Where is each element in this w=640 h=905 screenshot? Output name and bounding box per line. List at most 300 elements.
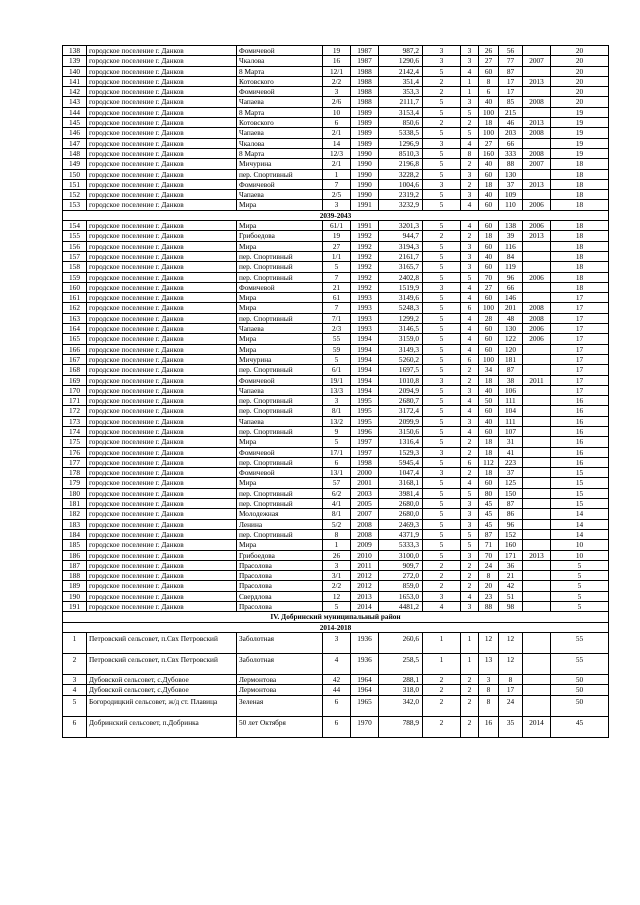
cell-floors: 5	[423, 190, 461, 200]
cell-residents: 66	[499, 282, 523, 292]
table-row	[63, 231, 609, 241]
cell-house-number: 12	[323, 591, 351, 601]
cell-row-number: 1	[63, 632, 87, 653]
cell-repair-year	[523, 468, 551, 478]
cell-row-number: 178	[63, 468, 87, 478]
cell-residents: 87	[499, 66, 523, 76]
cell-floors: 5	[423, 97, 461, 107]
cell-street: Фомичевой	[237, 179, 323, 189]
cell-year-built: 1993	[351, 303, 379, 313]
cell-entrances: 1	[461, 76, 479, 86]
cell-row-number: 163	[63, 313, 87, 323]
cell-row-number: 182	[63, 509, 87, 519]
cell-term: 17	[551, 324, 609, 334]
cell-total-area: 3153,4	[379, 107, 423, 117]
cell-settlement: городское поселение г. Данков	[87, 221, 237, 231]
table-row	[63, 200, 609, 210]
cell-total-area: 2402,8	[379, 272, 423, 282]
cell-floors: 2	[423, 674, 461, 684]
cell-row-number: 159	[63, 272, 87, 282]
cell-term: 18	[551, 169, 609, 179]
cell-apartments: 45	[479, 499, 499, 509]
cell-entrances: 2	[461, 716, 479, 737]
cell-total-area: 859,0	[379, 581, 423, 591]
cell-repair-year	[523, 344, 551, 354]
cell-residents: 88	[499, 159, 523, 169]
cell-year-built: 2008	[351, 519, 379, 529]
cell-street: Прасолова	[237, 571, 323, 581]
cell-residents: 333	[499, 148, 523, 158]
cell-total-area: 1010,8	[379, 375, 423, 385]
cell-residents: 12	[499, 632, 523, 653]
cell-settlement: Петровский сельсовет, п.Свх Петровский	[87, 653, 237, 674]
cell-repair-year	[523, 519, 551, 529]
cell-street: Чкалова	[237, 56, 323, 66]
cell-row-number: 139	[63, 56, 87, 66]
cell-street: Чапаева	[237, 324, 323, 334]
cell-row-number: 186	[63, 550, 87, 560]
cell-settlement: Богородицкий сельсовет, ж/д ст. Плавица	[87, 695, 237, 716]
cell-term: 17	[551, 354, 609, 364]
cell-repair-year	[523, 571, 551, 581]
cell-apartments: 71	[479, 540, 499, 550]
cell-entrances: 2	[461, 375, 479, 385]
cell-apartments: 28	[479, 313, 499, 323]
cell-house-number: 6/2	[323, 488, 351, 498]
cell-settlement: Дубовской сельсовет, с.Дубовое	[87, 685, 237, 695]
section-header-row	[63, 210, 609, 220]
cell-street: Мира	[237, 540, 323, 550]
cell-year-built: 1970	[351, 716, 379, 737]
cell-repair-year	[523, 437, 551, 447]
cell-house-number: 6	[323, 457, 351, 467]
cell-term: 20	[551, 97, 609, 107]
cell-total-area: 3149,6	[379, 293, 423, 303]
cell-residents: 17	[499, 76, 523, 86]
cell-term: 19	[551, 107, 609, 117]
cell-floors: 5	[423, 313, 461, 323]
cell-total-area: 353,3	[379, 87, 423, 97]
cell-apartments: 18	[479, 231, 499, 241]
cell-apartments: 13	[479, 653, 499, 674]
cell-residents: 110	[499, 200, 523, 210]
cell-apartments: 40	[479, 190, 499, 200]
cell-row-number: 156	[63, 241, 87, 251]
cell-settlement: городское поселение г. Данков	[87, 519, 237, 529]
cell-total-area: 351,4	[379, 76, 423, 86]
cell-street: пер. Спортивный	[237, 529, 323, 539]
cell-residents: 116	[499, 241, 523, 251]
cell-row-number: 148	[63, 148, 87, 158]
cell-floors: 5	[423, 426, 461, 436]
cell-term: 5	[551, 560, 609, 570]
cell-entrances: 5	[461, 540, 479, 550]
cell-row-number: 176	[63, 447, 87, 457]
cell-residents: 111	[499, 396, 523, 406]
cell-term: 5	[551, 571, 609, 581]
table-row	[63, 272, 609, 282]
cell-year-built: 1990	[351, 169, 379, 179]
cell-street: пер. Спортивный	[237, 365, 323, 375]
table-row	[63, 324, 609, 334]
cell-apartments: 24	[479, 560, 499, 570]
cell-total-area: 944,7	[379, 231, 423, 241]
cell-floors: 2	[423, 231, 461, 241]
table-row	[63, 550, 609, 560]
cell-total-area: 3168,1	[379, 478, 423, 488]
cell-street: Котовского	[237, 118, 323, 128]
table-row	[63, 571, 609, 581]
cell-year-built: 1936	[351, 632, 379, 653]
cell-residents: 17	[499, 685, 523, 695]
cell-apartments: 60	[479, 344, 499, 354]
cell-repair-year	[523, 385, 551, 395]
cell-row-number: 180	[63, 488, 87, 498]
cell-total-area: 258,5	[379, 653, 423, 674]
cell-total-area: 3149,3	[379, 344, 423, 354]
cell-total-area: 3165,7	[379, 262, 423, 272]
cell-entrances: 3	[461, 56, 479, 66]
cell-row-number: 166	[63, 344, 87, 354]
cell-year-built: 1991	[351, 200, 379, 210]
cell-house-number: 3/1	[323, 571, 351, 581]
cell-term: 17	[551, 385, 609, 395]
cell-settlement: городское поселение г. Данков	[87, 231, 237, 241]
cell-settlement: городское поселение г. Данков	[87, 375, 237, 385]
table-row	[63, 509, 609, 519]
cell-house-number: 21	[323, 282, 351, 292]
cell-total-area: 2094,9	[379, 385, 423, 395]
table-row	[63, 179, 609, 189]
cell-street: 50 лет Октября	[237, 716, 323, 737]
cell-street: пер. Спортивный	[237, 499, 323, 509]
cell-apartments: 18	[479, 447, 499, 457]
cell-street: Заболотная	[237, 632, 323, 653]
cell-residents: 107	[499, 426, 523, 436]
cell-house-number: 12/3	[323, 148, 351, 158]
cell-repair-year: 2011	[523, 375, 551, 385]
cell-entrances: 4	[461, 591, 479, 601]
cell-repair-year: 2007	[523, 159, 551, 169]
cell-apartments: 40	[479, 97, 499, 107]
cell-house-number: 13/3	[323, 385, 351, 395]
cell-floors: 5	[423, 324, 461, 334]
cell-residents: 223	[499, 457, 523, 467]
cell-total-area: 318,0	[379, 685, 423, 695]
cell-total-area: 5338,5	[379, 128, 423, 138]
cell-house-number: 5	[323, 262, 351, 272]
cell-settlement: городское поселение г. Данков	[87, 457, 237, 467]
cell-entrances: 2	[461, 437, 479, 447]
cell-repair-year	[523, 426, 551, 436]
cell-entrances: 1	[461, 653, 479, 674]
cell-entrances: 4	[461, 221, 479, 231]
cell-street: Прасолова	[237, 560, 323, 570]
cell-apartments: 100	[479, 354, 499, 364]
cell-apartments: 26	[479, 46, 499, 56]
cell-residents: 181	[499, 354, 523, 364]
cell-repair-year	[523, 560, 551, 570]
table-row	[63, 385, 609, 395]
cell-row-number: 181	[63, 499, 87, 509]
cell-year-built: 1993	[351, 293, 379, 303]
cell-year-built: 1988	[351, 76, 379, 86]
cell-residents: 48	[499, 313, 523, 323]
cell-residents: 39	[499, 231, 523, 241]
cell-house-number: 2/6	[323, 97, 351, 107]
cell-house-number: 8/1	[323, 406, 351, 416]
cell-residents: 24	[499, 695, 523, 716]
cell-house-number: 14	[323, 138, 351, 148]
cell-apartments: 50	[479, 396, 499, 406]
table-row	[63, 581, 609, 591]
cell-term: 16	[551, 396, 609, 406]
cell-settlement: городское поселение г. Данков	[87, 87, 237, 97]
cell-repair-year: 2006	[523, 200, 551, 210]
cell-entrances: 5	[461, 529, 479, 539]
cell-total-area: 3201,3	[379, 221, 423, 231]
table-row	[63, 303, 609, 313]
cell-total-area: 1316,4	[379, 437, 423, 447]
cell-repair-year	[523, 293, 551, 303]
table-row	[63, 437, 609, 447]
cell-year-built: 1995	[351, 416, 379, 426]
cell-total-area: 2319,2	[379, 190, 423, 200]
cell-term: 14	[551, 519, 609, 529]
cell-row-number: 140	[63, 66, 87, 76]
cell-entrances: 1	[461, 87, 479, 97]
cell-floors: 5	[423, 200, 461, 210]
table-row	[63, 169, 609, 179]
cell-entrances: 2	[461, 560, 479, 570]
cell-residents: 85	[499, 97, 523, 107]
table-row	[63, 560, 609, 570]
cell-entrances: 2	[461, 571, 479, 581]
cell-total-area: 1529,3	[379, 447, 423, 457]
cell-row-number: 149	[63, 159, 87, 169]
cell-year-built: 1990	[351, 179, 379, 189]
cell-settlement: Петровский сельсовет, п.Свх Петровский	[87, 632, 237, 653]
cell-residents: 36	[499, 560, 523, 570]
cell-apartments: 45	[479, 509, 499, 519]
cell-street: Ленина	[237, 519, 323, 529]
cell-apartments: 45	[479, 519, 499, 529]
cell-repair-year	[523, 416, 551, 426]
cell-entrances: 4	[461, 200, 479, 210]
cell-term: 20	[551, 46, 609, 56]
cell-term: 16	[551, 406, 609, 416]
cell-street: Чапаева	[237, 97, 323, 107]
cell-entrances: 8	[461, 148, 479, 158]
cell-entrances: 4	[461, 66, 479, 76]
cell-row-number: 175	[63, 437, 87, 447]
cell-repair-year	[523, 87, 551, 97]
cell-settlement: городское поселение г. Данков	[87, 426, 237, 436]
table-row	[63, 540, 609, 550]
cell-settlement: городское поселение г. Данков	[87, 241, 237, 251]
table-row	[63, 529, 609, 539]
cell-settlement: городское поселение г. Данков	[87, 560, 237, 570]
cell-row-number: 165	[63, 334, 87, 344]
cell-street: Котовского	[237, 76, 323, 86]
cell-street: Мира	[237, 437, 323, 447]
cell-year-built: 1993	[351, 324, 379, 334]
cell-repair-year: 2013	[523, 118, 551, 128]
cell-total-area: 1047,4	[379, 468, 423, 478]
cell-house-number: 57	[323, 478, 351, 488]
cell-repair-year: 2014	[523, 716, 551, 737]
cell-street: Мира	[237, 200, 323, 210]
cell-repair-year	[523, 251, 551, 261]
cell-total-area: 288,1	[379, 674, 423, 684]
cell-street: Мира	[237, 344, 323, 354]
cell-apartments: 60	[479, 221, 499, 231]
cell-apartments: 27	[479, 138, 499, 148]
cell-street: пер. Спортивный	[237, 169, 323, 179]
cell-floors: 5	[423, 406, 461, 416]
cell-year-built: 2001	[351, 478, 379, 488]
cell-floors: 5	[423, 499, 461, 509]
cell-apartments: 40	[479, 251, 499, 261]
cell-entrances: 2	[461, 468, 479, 478]
cell-year-built: 1936	[351, 653, 379, 674]
cell-total-area: 2680,7	[379, 396, 423, 406]
cell-floors: 3	[423, 375, 461, 385]
cell-floors: 2	[423, 76, 461, 86]
cell-house-number: 10	[323, 107, 351, 117]
cell-repair-year	[523, 685, 551, 695]
cell-residents: 160	[499, 540, 523, 550]
cell-settlement: городское поселение г. Данков	[87, 179, 237, 189]
cell-term: 17	[551, 375, 609, 385]
cell-entrances: 2	[461, 447, 479, 457]
cell-street: Фомичевой	[237, 468, 323, 478]
cell-total-area: 260,6	[379, 632, 423, 653]
table-row	[63, 107, 609, 117]
cell-year-built: 1990	[351, 159, 379, 169]
cell-floors: 2	[423, 571, 461, 581]
table-row	[63, 334, 609, 344]
cell-house-number: 16	[323, 56, 351, 66]
cell-settlement: Добринский сельсовет, п.Добринка	[87, 716, 237, 737]
cell-year-built: 1994	[351, 385, 379, 395]
cell-repair-year	[523, 46, 551, 56]
table-row	[63, 221, 609, 231]
cell-year-built: 2011	[351, 560, 379, 570]
cell-floors: 3	[423, 468, 461, 478]
cell-floors: 3	[423, 138, 461, 148]
table-row	[63, 251, 609, 261]
cell-apartments: 100	[479, 107, 499, 117]
cell-row-number: 153	[63, 200, 87, 210]
cell-entrances: 4	[461, 293, 479, 303]
cell-total-area: 1653,0	[379, 591, 423, 601]
cell-total-area: 8510,3	[379, 148, 423, 158]
cell-total-area: 2469,3	[379, 519, 423, 529]
cell-row-number: 146	[63, 128, 87, 138]
cell-repair-year	[523, 632, 551, 653]
cell-residents: 130	[499, 169, 523, 179]
cell-settlement: городское поселение г. Данков	[87, 437, 237, 447]
cell-term: 17	[551, 344, 609, 354]
cell-year-built: 1992	[351, 272, 379, 282]
cell-year-built: 1988	[351, 97, 379, 107]
cell-house-number: 3	[323, 632, 351, 653]
cell-term: 55	[551, 632, 609, 653]
cell-apartments: 70	[479, 550, 499, 560]
cell-row-number: 142	[63, 87, 87, 97]
cell-repair-year	[523, 190, 551, 200]
cell-term: 45	[551, 716, 609, 737]
cell-repair-year	[523, 478, 551, 488]
cell-house-number: 59	[323, 344, 351, 354]
cell-floors: 2	[423, 87, 461, 97]
cell-street: Чапаева	[237, 385, 323, 395]
table-row	[63, 468, 609, 478]
cell-total-area: 788,9	[379, 716, 423, 737]
cell-row-number: 171	[63, 396, 87, 406]
cell-row-number: 154	[63, 221, 87, 231]
table-row	[63, 406, 609, 416]
cell-floors: 5	[423, 478, 461, 488]
cell-settlement: городское поселение г. Данков	[87, 478, 237, 488]
cell-street: Мира	[237, 303, 323, 313]
cell-row-number: 169	[63, 375, 87, 385]
cell-apartments: 18	[479, 118, 499, 128]
cell-floors: 3	[423, 56, 461, 66]
cell-year-built: 2008	[351, 529, 379, 539]
cell-repair-year	[523, 581, 551, 591]
cell-repair-year	[523, 447, 551, 457]
table-row	[63, 159, 609, 169]
cell-residents: 31	[499, 437, 523, 447]
cell-entrances: 3	[461, 385, 479, 395]
cell-row-number: 152	[63, 190, 87, 200]
cell-apartments: 60	[479, 426, 499, 436]
cell-row-number: 144	[63, 107, 87, 117]
cell-term: 14	[551, 529, 609, 539]
cell-street: Лермонтова	[237, 685, 323, 695]
cell-entrances: 3	[461, 602, 479, 612]
cell-floors: 3	[423, 179, 461, 189]
cell-total-area: 3159,0	[379, 334, 423, 344]
cell-row-number: 150	[63, 169, 87, 179]
cell-floors: 5	[423, 365, 461, 375]
cell-residents: 87	[499, 365, 523, 375]
cell-house-number: 3	[323, 200, 351, 210]
cell-settlement: городское поселение г. Данков	[87, 344, 237, 354]
cell-street: пер. Спортивный	[237, 457, 323, 467]
cell-apartments: 100	[479, 128, 499, 138]
cell-apartments: 60	[479, 324, 499, 334]
cell-floors: 2	[423, 716, 461, 737]
cell-street: пер. Спортивный	[237, 251, 323, 261]
cell-year-built: 1964	[351, 674, 379, 684]
table-row	[63, 695, 609, 716]
cell-term: 14	[551, 509, 609, 519]
table-row	[63, 602, 609, 612]
cell-apartments: 23	[479, 591, 499, 601]
cell-row-number: 151	[63, 179, 87, 189]
cell-term: 18	[551, 241, 609, 251]
cell-row-number: 145	[63, 118, 87, 128]
cell-settlement: Дубовской сельсовет, с.Дубовое	[87, 674, 237, 684]
cell-apartments: 60	[479, 169, 499, 179]
cell-entrances: 1	[461, 632, 479, 653]
cell-entrances: 5	[461, 488, 479, 498]
table-row	[63, 478, 609, 488]
cell-apartments: 40	[479, 416, 499, 426]
